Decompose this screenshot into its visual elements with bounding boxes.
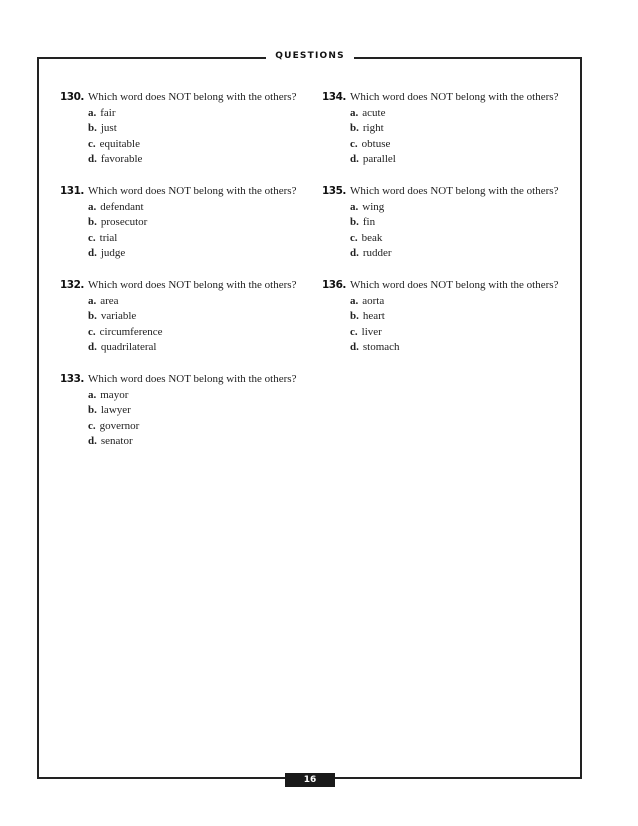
question-text: Which word does NOT belong with the others? xyxy=(350,278,559,291)
option-letter: c. xyxy=(350,325,358,338)
option-letter: d. xyxy=(88,435,97,448)
option-letter: d. xyxy=(350,247,359,260)
option-text: heart xyxy=(362,310,385,323)
option-letter: a. xyxy=(350,200,359,213)
question-text: Which word does NOT belong with the others? xyxy=(350,184,559,197)
option-d xyxy=(350,340,567,356)
option-letter: a. xyxy=(88,106,97,119)
option-text: aorta xyxy=(362,294,385,307)
option-text: wing xyxy=(362,200,385,213)
option-text: fair xyxy=(100,106,116,119)
option-letter: d. xyxy=(88,153,97,166)
option-text: obtuse xyxy=(361,137,391,150)
option-b xyxy=(350,121,567,137)
option-b xyxy=(350,309,567,325)
option-a xyxy=(350,294,567,310)
option-letter: b. xyxy=(88,404,97,417)
option-letter: b. xyxy=(88,310,97,323)
question-text: Which word does NOT belong with the others? xyxy=(88,372,297,385)
option-text: senator xyxy=(100,435,133,448)
question-136 xyxy=(322,278,567,356)
question-132 xyxy=(60,278,305,356)
option-letter: d. xyxy=(88,341,97,354)
option-text: mayor xyxy=(100,388,129,401)
option-d xyxy=(88,434,305,450)
option-c xyxy=(88,137,305,153)
option-c xyxy=(350,325,567,341)
option-letter: c. xyxy=(88,325,96,338)
option-text: liver xyxy=(361,325,382,338)
option-text: trial xyxy=(99,231,118,244)
option-a xyxy=(350,200,567,216)
option-text: fin xyxy=(362,216,376,229)
option-text: beak xyxy=(361,231,383,244)
option-text: equitable xyxy=(99,137,140,150)
option-a xyxy=(88,294,305,310)
option-letter: d. xyxy=(350,341,359,354)
option-b xyxy=(88,215,305,231)
question-text: Which word does NOT belong with the others? xyxy=(350,91,559,103)
question-number: 132. xyxy=(60,278,84,291)
option-letter: a. xyxy=(88,294,97,307)
option-d xyxy=(88,246,305,262)
option-text: rudder xyxy=(362,247,392,260)
option-letter: c. xyxy=(350,231,358,244)
option-a xyxy=(88,106,305,122)
question-text: Which word does NOT belong with the others? xyxy=(88,278,297,291)
option-text: circumference xyxy=(99,325,163,338)
question-text: Which word does NOT belong with the others? xyxy=(88,91,297,103)
option-c xyxy=(350,231,567,247)
option-b xyxy=(350,215,567,231)
option-letter: a. xyxy=(88,388,97,401)
option-text: just xyxy=(100,122,117,135)
option-letter: b. xyxy=(88,122,97,135)
option-text: prosecutor xyxy=(100,216,148,229)
option-text: quadrilateral xyxy=(100,341,157,354)
option-text: acute xyxy=(362,106,386,119)
header-rule-right xyxy=(354,57,582,59)
option-letter: c. xyxy=(350,137,358,150)
section-header: QUESTIONS xyxy=(275,51,345,61)
question-number: 134. xyxy=(322,91,346,103)
question-131 xyxy=(60,184,305,262)
option-text: stomach xyxy=(362,341,400,354)
question-number: 133. xyxy=(60,372,84,385)
option-b xyxy=(88,309,305,325)
option-text: right xyxy=(362,122,384,135)
option-letter: b. xyxy=(350,310,359,323)
option-text: parallel xyxy=(362,153,396,166)
question-130 xyxy=(60,90,305,168)
option-text: judge xyxy=(100,247,126,260)
option-letter: a. xyxy=(88,200,97,213)
option-a xyxy=(88,388,305,404)
option-letter: a. xyxy=(350,106,359,119)
option-a xyxy=(88,200,305,216)
option-d xyxy=(350,246,567,262)
question-135 xyxy=(322,184,567,262)
option-letter: a. xyxy=(350,294,359,307)
option-text: governor xyxy=(99,419,140,432)
question-number: 131. xyxy=(60,184,84,197)
option-b xyxy=(88,403,305,419)
option-d xyxy=(88,152,305,168)
option-text: area xyxy=(100,294,119,307)
option-letter: c. xyxy=(88,231,96,244)
header-rule-left xyxy=(37,57,266,59)
question-number: 136. xyxy=(322,278,346,291)
option-b xyxy=(88,121,305,137)
option-d xyxy=(88,340,305,356)
option-letter: c. xyxy=(88,137,96,150)
option-letter: b. xyxy=(350,122,359,135)
option-c xyxy=(350,137,567,153)
questions-right-column xyxy=(322,90,567,372)
option-text: variable xyxy=(100,310,137,323)
option-text: defendant xyxy=(100,200,144,213)
question-text: Which word does NOT belong with the others? xyxy=(88,184,297,197)
questions-left-column xyxy=(60,90,305,466)
option-letter: d. xyxy=(350,153,359,166)
option-letter: c. xyxy=(88,419,96,432)
question-number: 130. xyxy=(60,91,84,103)
option-c xyxy=(88,419,305,435)
option-letter: d. xyxy=(88,247,97,260)
option-text: lawyer xyxy=(100,404,131,417)
option-letter: b. xyxy=(88,216,97,229)
question-number: 135. xyxy=(322,184,346,197)
option-c xyxy=(88,231,305,247)
option-c xyxy=(88,325,305,341)
page-number: 16 xyxy=(285,773,335,787)
option-text: favorable xyxy=(100,153,143,166)
option-a xyxy=(350,106,567,122)
option-letter: b. xyxy=(350,216,359,229)
question-134 xyxy=(322,90,567,168)
question-133 xyxy=(60,372,305,450)
option-d xyxy=(350,152,567,168)
